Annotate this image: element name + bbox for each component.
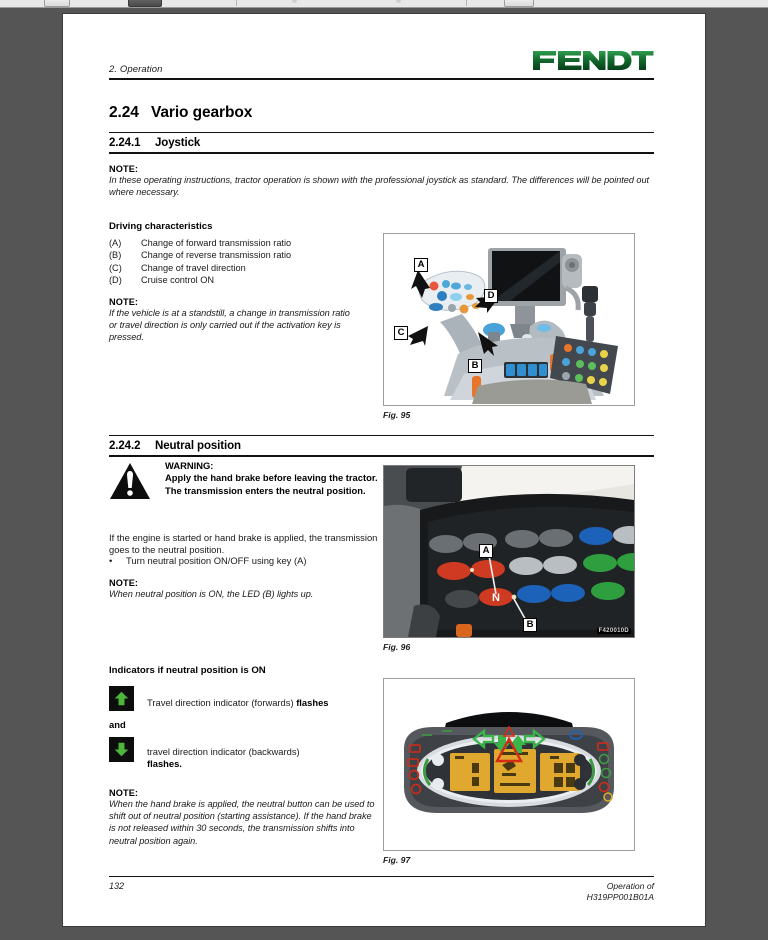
svg-text:N: N [492, 592, 500, 604]
bullet-marker: • [109, 555, 113, 566]
instrument-cluster-illustration [384, 679, 634, 850]
section-rule-bottom [109, 455, 654, 456]
figure-96 [383, 465, 635, 652]
running-head-text: 2. Operation [109, 64, 163, 75]
note-label: NOTE: [109, 578, 139, 588]
running-head [109, 64, 654, 80]
control-panel-photo [384, 466, 634, 637]
driving-characteristics-list [109, 237, 381, 287]
page-number: 132 [109, 881, 125, 892]
note-block-handbrake [109, 788, 381, 847]
figure-97-caption: Fig. 97 [383, 855, 411, 865]
photo-id-watermark: F420010D [598, 628, 629, 634]
list-item [109, 274, 381, 286]
note-text: If the vehicle is at a standstill, a change in transmission ratio or travel direction is only carried out if the activation key is pressed. [109, 308, 350, 343]
note-label: NOTE: [109, 164, 139, 174]
indicator-label-forwards [147, 686, 329, 709]
toolbar-button-open[interactable] [44, 0, 70, 7]
figure-callout-b: B [468, 359, 482, 373]
legend-text: Change of forward transmission ratio [141, 238, 292, 248]
pdf-viewer-toolbar[interactable] [0, 0, 768, 8]
toolbar-button-zoom[interactable] [504, 0, 534, 7]
list-item [109, 249, 381, 261]
figure-95 [383, 233, 635, 420]
note-block-joystick [109, 164, 654, 198]
conjunction-and: and [109, 719, 126, 730]
note-label: NOTE: [109, 788, 139, 798]
section-title: Joystick [155, 137, 201, 150]
bullet-item-neutral-key [109, 555, 381, 566]
warning-block [109, 460, 381, 497]
document-reference [587, 881, 654, 903]
driving-characteristics-heading: Driving characteristics [109, 221, 213, 232]
driving-characteristics-block [109, 221, 381, 287]
doc-ref-line-1: Operation of [606, 881, 654, 892]
toolbar-separator [236, 0, 237, 6]
toolbar-separator [466, 0, 467, 6]
legend-text: Change of travel direction [141, 262, 246, 273]
note-block-standstill [109, 297, 381, 344]
note-block-led [109, 578, 381, 600]
figure-97-image [383, 678, 635, 851]
figure-callout-c: C [394, 326, 408, 340]
indicator-text: travel direction indicator (backwards) [147, 746, 300, 757]
bullet-text: Turn neutral position ON/OFF using key (A) [126, 555, 307, 566]
figure-96-image [383, 465, 635, 638]
figure-callout-a: A [414, 258, 428, 272]
legend-text: Cruise control ON [141, 275, 215, 286]
indicator-text: Travel direction indicator (forwards) [147, 697, 297, 708]
fendt-logo [532, 48, 654, 72]
legend-text: Change of reverse transmission ratio [141, 250, 292, 261]
warning-triangle-icon [109, 462, 151, 500]
doc-ref-line-2: H319PP001B01A [586, 892, 654, 903]
indicator-emphasis: flashes [296, 697, 329, 708]
section-rule-bottom [109, 152, 654, 153]
toolbar-button-next-page[interactable] [396, 0, 401, 3]
note-label: NOTE: [109, 297, 139, 307]
legend-key: (C) [109, 262, 122, 273]
warning-label: WARNING: [165, 460, 214, 471]
indicator-emphasis: flashes. [147, 758, 182, 770]
warning-text [165, 460, 381, 497]
section-heading-neutral-position [109, 435, 654, 457]
indicator-row-forwards [109, 686, 329, 711]
footer-rule [109, 876, 654, 877]
note-text: When the hand brake is applied, the neutral button can be used to shift out of neutral position (starting assistance). If the hand brake is not released within 30 seconds, the transmission shifts into neutral position again. [109, 799, 375, 846]
toolbar-button-page-view[interactable] [128, 0, 162, 7]
indicator-row-backwards [109, 737, 300, 771]
chapter-title: Vario gearbox [151, 104, 253, 121]
figure-callout-b: B [523, 618, 537, 632]
indicator-label-backwards [147, 737, 300, 771]
figure-95-image [383, 233, 635, 406]
section-heading-joystick [109, 132, 654, 154]
legend-key: (A) [109, 238, 122, 248]
warning-message: Apply the hand brake before leaving the tractor. The transmission enters the neutral position. [165, 472, 378, 496]
arrow-down-green-icon [109, 737, 134, 762]
note-text: In these operating instructions, tractor operation is shown with the professional joystick as standard. The differences will be pointed out where necessary. [109, 175, 650, 198]
list-item [109, 262, 381, 274]
section-number: 2.24.2 [109, 440, 141, 453]
figure-95-caption: Fig. 95 [383, 410, 411, 420]
indicators-heading: Indicators if neutral position is ON [109, 665, 266, 676]
running-head-rule [109, 78, 654, 80]
note-text: When neutral position is ON, the LED (B) lights up. [109, 589, 314, 599]
legend-key: (B) [109, 250, 122, 261]
figure-callout-a: A [479, 544, 493, 558]
document-page [63, 14, 705, 926]
chapter-number: 2.24 [109, 104, 139, 121]
page-footer [109, 876, 654, 903]
list-item [109, 237, 381, 249]
figure-97 [383, 678, 635, 865]
toolbar-button-prev-page[interactable] [292, 0, 297, 3]
section-title: Neutral position [155, 440, 241, 453]
arrow-up-green-icon [109, 686, 134, 711]
page-title [109, 104, 654, 122]
figure-callout-d: D [484, 289, 498, 303]
paragraph-engine-start: If the engine is started or hand brake is applied, the transmission goes to the neutral position. [109, 532, 378, 556]
section-number: 2.24.1 [109, 137, 141, 150]
legend-key: (D) [109, 275, 122, 286]
figure-96-caption: Fig. 96 [383, 642, 411, 652]
